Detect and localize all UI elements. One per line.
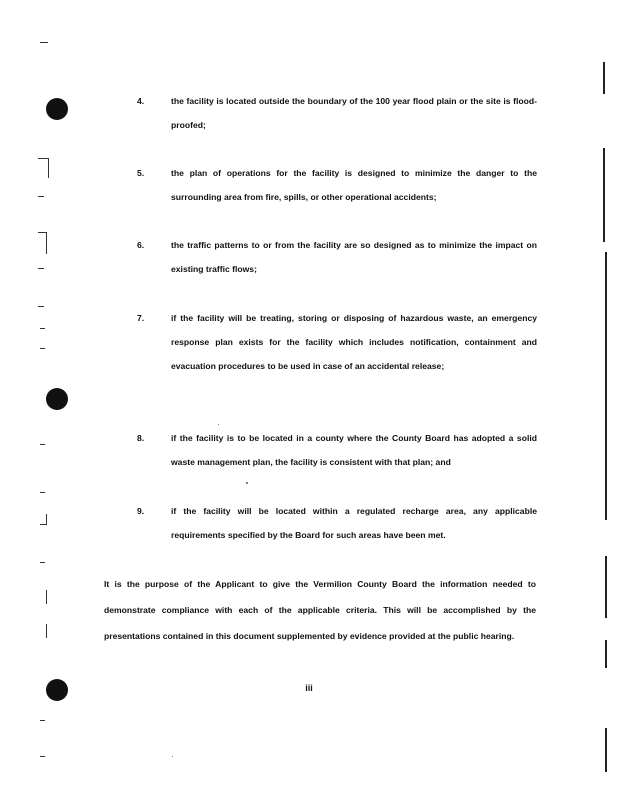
scan-mark [40, 756, 45, 757]
scan-speck [218, 424, 219, 425]
scan-mark [46, 590, 47, 604]
criterion-text: the plan of operations for the facility is designed to minimize the danger to the surrounding area from fire, spills, or other operational accidents; [171, 168, 537, 202]
scan-mark [40, 492, 45, 493]
scan-edge-bar [605, 640, 607, 668]
scan-mark [48, 158, 49, 178]
criterion-number: 8. [137, 433, 145, 443]
scan-mark [38, 268, 44, 269]
criterion-text: the facility is located outside the boundary of the 100 year flood plain or the site is flood-proofed; [171, 96, 537, 130]
criterion-text: the traffic patterns to or from the facility are so designed as to minimize the impact on existing traffic flows; [171, 240, 537, 274]
scan-mark [40, 524, 47, 525]
criterion-text: if the facility will be located within a regulated recharge area, any applicable requirements specified by the Board for such areas have been met. [171, 506, 537, 540]
binder-hole-middle [46, 388, 68, 410]
criterion-number: 7. [137, 313, 145, 323]
scan-mark [46, 624, 47, 638]
binder-hole-top [46, 98, 68, 120]
scan-edge-bar [603, 148, 605, 242]
scan-mark [38, 306, 44, 307]
scan-edge-bar [605, 556, 607, 618]
criterion-text: if the facility is to be located in a county where the County Board has adopted a solid waste management plan, the facility is consistent with that plan; and [171, 433, 537, 467]
scan-mark [40, 562, 45, 563]
scan-speck [246, 482, 248, 484]
criterion-number: 6. [137, 240, 145, 250]
criterion-text: if the facility will be treating, storing or disposing of hazardous waste, an emergency response plan exists for the facility which includes notification, containment and evacuation procedures to be used in case of an accidental release; [171, 313, 537, 371]
scan-edge-bar [605, 728, 607, 772]
scan-edge-bar [605, 252, 607, 520]
criterion-number: 5. [137, 168, 145, 178]
scan-mark [38, 158, 48, 159]
scan-mark [40, 444, 45, 445]
scan-speck [172, 756, 173, 757]
scan-mark [40, 42, 48, 43]
closing-paragraph: It is the purpose of the Applicant to give the Vermilion County Board the information needed to demonstrate compliance with each of the applicable criteria. This will be accomplished by the presentations contained in this document supplemented by evidence provided at the public hearing. [104, 579, 536, 641]
page-number: iii [305, 683, 313, 693]
scan-mark [40, 328, 45, 329]
scan-mark [46, 232, 47, 254]
scan-mark [38, 232, 46, 233]
scan-edge-bar [603, 62, 605, 94]
scan-mark [38, 196, 44, 197]
scan-mark [40, 348, 45, 349]
criterion-number: 9. [137, 506, 145, 516]
scan-mark [40, 720, 45, 721]
criterion-number: 4. [137, 96, 145, 106]
scan-mark [46, 514, 47, 524]
